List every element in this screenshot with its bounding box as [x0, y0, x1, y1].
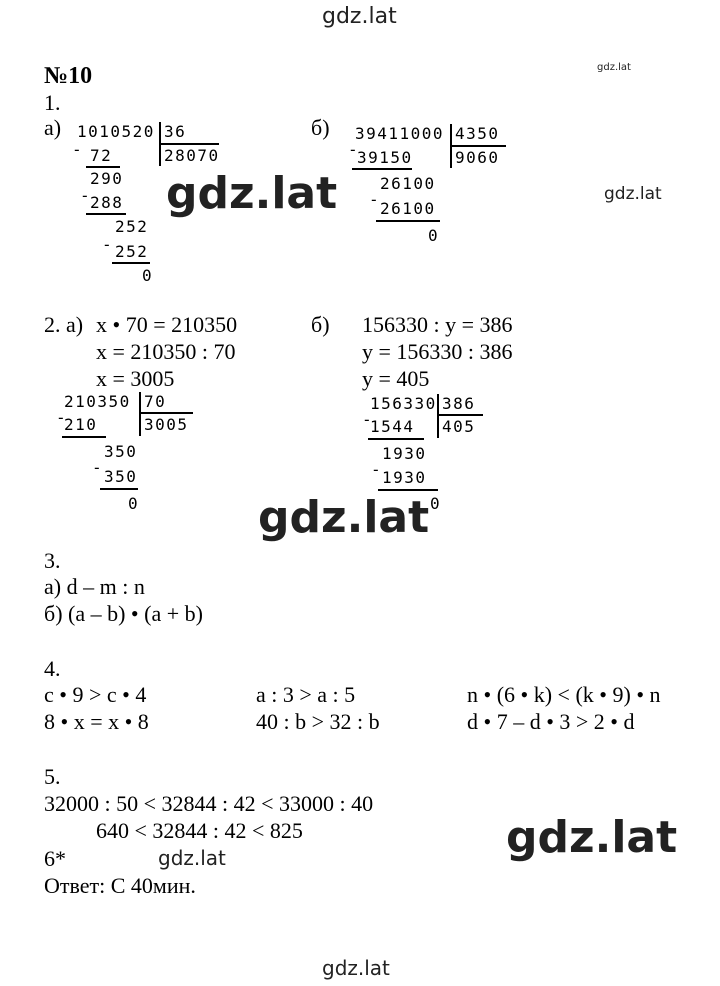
part-4-label: 4.: [44, 656, 61, 681]
division-2b-quotient-line: [437, 414, 483, 416]
division-line: [100, 488, 138, 490]
minus-sign: -: [371, 460, 383, 479]
equation-2b-3: y = 405: [362, 366, 430, 391]
equation-2a-1: x • 70 = 210350: [96, 312, 238, 337]
comparison-4-r1c3: n • (6 • k) < (k • 9) • n: [467, 682, 661, 707]
comparison-4-r1c1: c • 9 > c • 4: [44, 682, 147, 707]
part-2a-label: 2. а): [44, 312, 84, 337]
division-1a-step-5: 252: [115, 242, 149, 261]
equation-2a-2: x = 210350 : 70: [96, 339, 236, 364]
division-2b-step-2: 1930: [382, 444, 427, 463]
minus-sign: -: [56, 408, 68, 427]
division-2b-step-1: 1544: [370, 417, 415, 436]
division-1a-dividend: 1010520: [77, 122, 155, 141]
minus-sign: -: [362, 410, 374, 429]
division-1b-dividend: 39411000: [355, 124, 445, 143]
minus-sign: -: [92, 458, 104, 477]
division-line: [368, 438, 424, 440]
division-1a-remainder: 0: [142, 266, 154, 285]
watermark-right-big: gdz.lat: [506, 812, 678, 863]
inequality-5-line1: 32000 : 50 < 32844 : 42 < 33000 : 40: [44, 791, 374, 816]
watermark-inline-small: gdz.lat: [158, 846, 226, 870]
division-line: [86, 166, 120, 168]
minus-sign: -: [102, 235, 114, 254]
division-2b-dividend: 156330: [370, 394, 437, 413]
division-2a-step-2: 350: [104, 442, 138, 461]
division-line: [352, 168, 412, 170]
minus-sign: -: [72, 140, 84, 159]
minus-sign: -: [348, 140, 360, 159]
division-2a-step-1: 210: [64, 415, 98, 434]
minus-sign: -: [80, 186, 92, 205]
division-2b-step-3: 1930: [382, 468, 427, 487]
division-1a-divisor: 36: [164, 122, 187, 141]
division-1b-step-1: 39150: [357, 148, 413, 167]
comparison-4-r2c1: 8 • x = x • 8: [44, 709, 149, 734]
watermark-center-big: gdz.lat: [258, 492, 430, 543]
part-6-label: 6*: [44, 846, 66, 871]
division-1b-step-3: 26100: [380, 199, 436, 218]
part-1b-label: б): [311, 115, 330, 140]
part-5-label: 5.: [44, 764, 61, 789]
division-2a-remainder: 0: [128, 494, 140, 513]
division-line: [112, 262, 150, 264]
division-2a-quotient-line: [139, 412, 193, 414]
part-1a-label: а): [44, 115, 62, 140]
watermark-tiny: gdz.lat: [597, 62, 631, 73]
task-number: №10: [44, 63, 93, 89]
division-2a-quotient: 3005: [144, 415, 189, 434]
part-2b-label: б): [311, 312, 330, 337]
division-2a-step-3: 350: [104, 467, 138, 486]
inequality-5-line2: 640 < 32844 : 42 < 825: [96, 818, 303, 843]
comparison-4-r2c3: d • 7 – d • 3 > 2 • d: [467, 709, 635, 734]
division-1a-quotient: 28070: [164, 146, 220, 165]
division-1a-step-1: 72: [90, 146, 113, 165]
comparison-4-r2c2: 40 : b > 32 : b: [256, 709, 380, 734]
expression-3a: а) d – m : n: [44, 574, 145, 599]
division-1b-remainder: 0: [428, 226, 440, 245]
expression-3b: б) (a – b) • (a + b): [44, 601, 203, 626]
division-2a-dividend: 210350: [64, 392, 131, 411]
division-2b-remainder: 0: [430, 494, 442, 513]
division-line: [376, 220, 440, 222]
division-2b-divisor: 386: [442, 394, 476, 413]
equation-2b-2: y = 156330 : 386: [362, 339, 513, 364]
comparison-4-r1c2: a : 3 > a : 5: [256, 682, 356, 707]
watermark-right-small: gdz.lat: [604, 184, 662, 204]
watermark-bottom: gdz.lat: [322, 956, 390, 980]
answer-6: Ответ: С 40мин.: [44, 873, 196, 898]
division-line: [378, 489, 438, 491]
minus-sign: -: [369, 190, 381, 209]
division-line: [62, 436, 106, 438]
division-1a-quotient-line: [159, 143, 219, 145]
division-1b-divisor: 4350: [455, 124, 500, 143]
division-2b-quotient: 405: [442, 417, 476, 436]
division-2a-bar: [139, 392, 141, 436]
equation-2a-3: x = 3005: [96, 366, 175, 391]
watermark-mid-big: gdz.lat: [166, 168, 338, 219]
division-1a-step-2: 290: [90, 169, 124, 188]
equation-2b-1: 156330 : y = 386: [362, 312, 513, 337]
division-2b-bar: [437, 394, 439, 438]
division-1a-step-4: 252: [115, 217, 149, 236]
division-line: [86, 213, 126, 215]
division-2a-divisor: 70: [144, 392, 167, 411]
part-1-label: 1.: [44, 90, 61, 115]
division-1b-quotient: 9060: [455, 148, 500, 167]
part-3-label: 3.: [44, 548, 61, 573]
watermark-top: gdz.lat: [322, 4, 397, 29]
division-1b-quotient-line: [450, 145, 506, 147]
division-1b-step-2: 26100: [380, 174, 436, 193]
division-1a-step-3: 288: [90, 193, 124, 212]
